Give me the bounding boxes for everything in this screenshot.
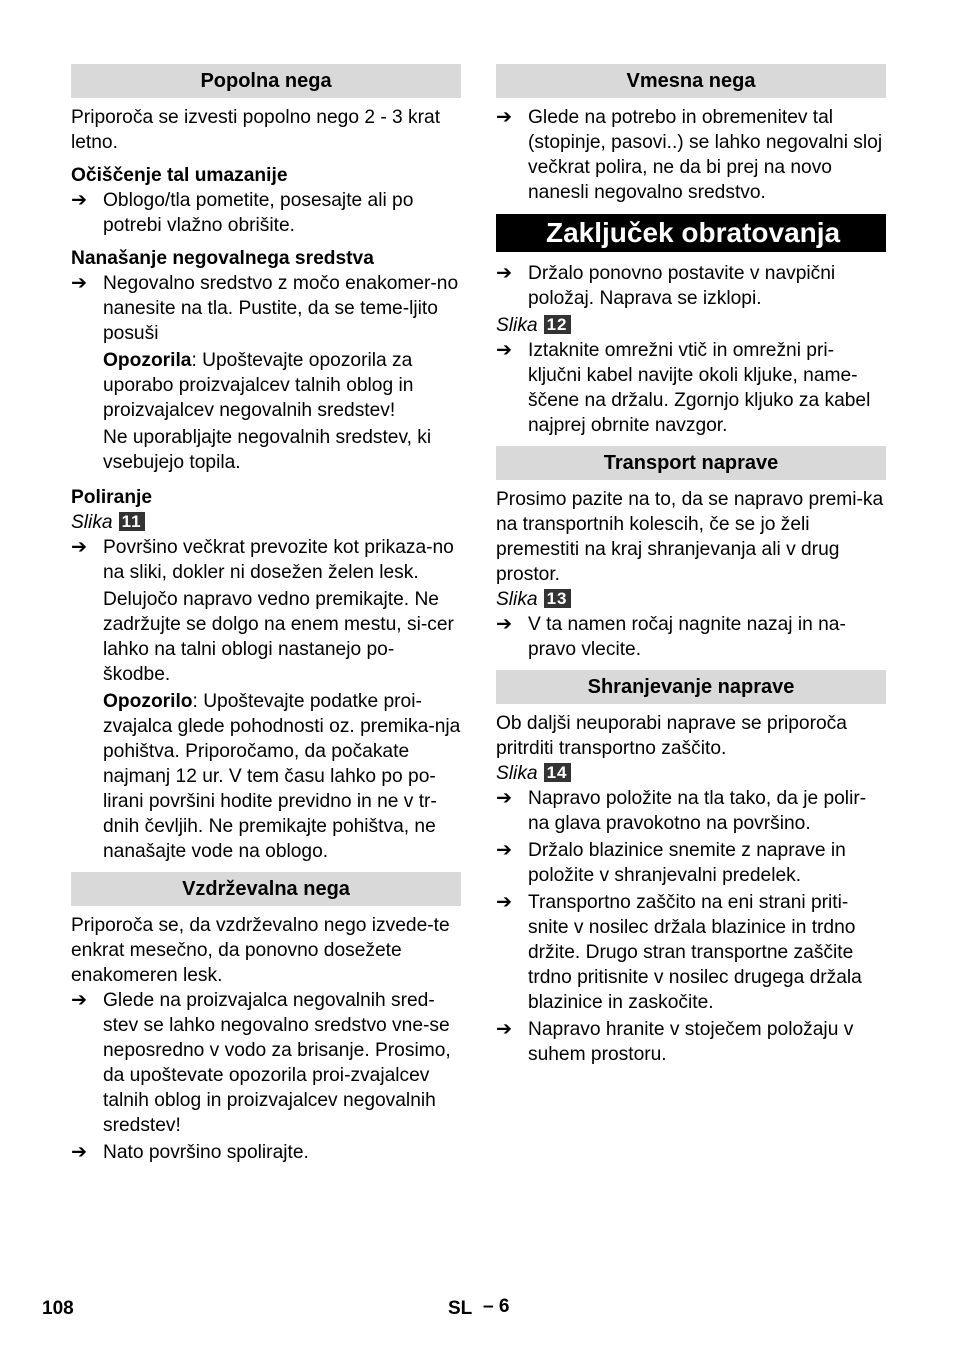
chapter-heading: Zaključek obratovanja xyxy=(496,214,886,252)
warning-text: : Upoštevajte podatke proi-zvajalca glede pohodnosti oz. premika-nja pohištva. Priporočamo, da počakate najmanj 12 ur. V tem času lahko po po-lirani površini hodite previdno in ne v tr-dnih čevljih. Ne premikajte pohištva, ne nanašajte vode na oblogo. xyxy=(103,691,461,862)
figure-label: Slika xyxy=(496,315,538,336)
list-item xyxy=(496,1017,886,1067)
warning-label: Opozorilo xyxy=(103,691,193,712)
warning-paragraph xyxy=(71,689,461,864)
list-item xyxy=(71,188,461,238)
list-item xyxy=(496,890,886,1015)
figure-number-badge: 11 xyxy=(119,512,145,531)
arrow-right-icon: ➔ xyxy=(71,1142,88,1163)
arrow-right-icon: ➔ xyxy=(496,892,513,913)
arrow-right-icon: ➔ xyxy=(496,107,513,128)
figure-number-badge: 13 xyxy=(544,589,571,608)
figure-label: Slika xyxy=(496,589,538,610)
list-item-text: Površino večkrat prevozite kot prikaza-no na sliki, dokler ni dosežen želen lesk. xyxy=(103,537,454,583)
subheading: Nanašanje negovalnega sredstva xyxy=(71,248,374,269)
note-paragraph: Ne uporabljajte negovalnih sredstev, ki vsebujejo topila. xyxy=(103,427,432,473)
list-item-text: Napravo položite na tla tako, da je polir-na glava pravokotno na površino. xyxy=(528,788,867,834)
paragraph: Prosimo pazite na to, da se napravo premi-ka na transportnih kolescih, če se jo želi premestiti na kraj shranjevanja ali v drug prostor. xyxy=(496,489,884,585)
list-item-text: Glede na potrebo in obremenitev tal (stopinje, pasovi..) se lahko negovalni sloj večkrat polira, ne da bi prej na novo nanesli negovalno sredstvo. xyxy=(528,107,883,203)
figure-label: Slika xyxy=(496,763,538,784)
paragraph: Delujočo napravo vedno premikajte. Ne zadržujte se dolgo na enem mestu, si-cer lahko na talni oblogi nastanejo po-škodbe. xyxy=(103,589,454,685)
sub-page-number: – 6 xyxy=(483,1296,510,1317)
list-item xyxy=(496,838,886,888)
list-item-text: Nato površino spolirajte. xyxy=(103,1142,309,1163)
arrow-right-icon: ➔ xyxy=(496,788,513,809)
section-heading-shranjevanje-naprave: Shranjevanje naprave xyxy=(496,670,886,704)
paragraph: Priporoča se izvesti popolno nego 2 - 3 krat letno. xyxy=(71,107,441,153)
figure-reference xyxy=(496,761,886,786)
page-number: 108 xyxy=(42,1298,74,1319)
arrow-right-icon: ➔ xyxy=(71,273,88,294)
list-item-text: Negovalno sredstvo z močo enakomer-no nanesite na tla. Pustite, da se teme-ljito posuši xyxy=(103,273,459,344)
list-item xyxy=(496,612,886,662)
subheading: Očiščenje tal umazanije xyxy=(71,165,288,186)
paragraph: Priporoča se, da vzdrževalno nego izvede-te enkrat mesečno, da ponovno dosežete enakomeren lesk. xyxy=(71,915,450,986)
section-heading-vzdrzevalna-nega: Vzdrževalna nega xyxy=(71,872,461,906)
list-item-text: Oblogo/tla pometite, posesajte ali po potrebi vlažno obrišite. xyxy=(103,190,414,236)
figure-reference xyxy=(496,313,886,338)
arrow-right-icon: ➔ xyxy=(496,340,513,361)
arrow-right-icon: ➔ xyxy=(71,990,88,1011)
list-item xyxy=(71,535,461,585)
list-item-text: V ta namen ročaj nagnite nazaj in na-pravo vlecite. xyxy=(528,614,846,660)
list-item xyxy=(496,261,886,311)
list-item xyxy=(71,271,461,346)
left-column xyxy=(71,64,461,1165)
arrow-right-icon: ➔ xyxy=(496,263,513,284)
arrow-right-icon: ➔ xyxy=(71,537,88,558)
figure-reference xyxy=(496,587,886,612)
figure-number-badge: 14 xyxy=(544,763,571,782)
section-heading-transport-naprave: Transport naprave xyxy=(496,446,886,480)
list-item xyxy=(71,988,461,1138)
paragraph: Ob daljši neuporabi naprave se priporoča pritrditi transportno zaščito. xyxy=(496,713,847,759)
arrow-right-icon: ➔ xyxy=(496,1019,513,1040)
list-item-text: Iztaknite omrežni vtič in omrežni pri-ključni kabel navijte okoli kljuke, name-ščene na držalu. Zgornjo kljuko za kabel najprej obrnite navzgor. xyxy=(528,340,871,436)
list-item-text: Transportno zaščito na eni strani priti-snite v nosilec držala blazinice in trdno držite. Drugo stran transportne zaščite trdno pritisnite v nosilec drugega držala blazinice in zaskočite. xyxy=(528,892,862,1013)
arrow-right-icon: ➔ xyxy=(71,190,88,211)
arrow-right-icon: ➔ xyxy=(496,840,513,861)
language-code: SL xyxy=(448,1298,473,1319)
list-item xyxy=(496,105,886,205)
list-item-text: Napravo hranite v stoječem položaju v suhem prostoru. xyxy=(528,1019,854,1065)
figure-label: Slika xyxy=(71,512,113,533)
list-item-text: Glede na proizvajalca negovalnih sred-stev se lahko negovalno sredstvo vne-se neposredno v vodo za brisanje. Prosimo, da upoštevate opozorila proi-zvajalcev talnih oblog in proizvajalcev negovalnih sredstev! xyxy=(103,990,451,1136)
list-item-text: Držalo blazinice snemite z naprave in položite v shranjevalni predelek. xyxy=(528,840,846,886)
warning-paragraph xyxy=(71,348,461,423)
section-heading-popolna-nega: Popolna nega xyxy=(71,64,461,98)
list-item xyxy=(71,1140,461,1165)
right-column xyxy=(496,64,886,1067)
figure-reference xyxy=(71,510,461,535)
warning-label: Opozorila xyxy=(103,350,192,371)
warning-text: : Upoštevajte opozorila za uporabo proizvajalcev talnih oblog in proizvajalcev negovalnih sredstev! xyxy=(103,350,414,421)
subheading: Poliranje xyxy=(71,487,153,508)
section-heading-vmesna-nega: Vmesna nega xyxy=(496,64,886,98)
list-item xyxy=(496,338,886,438)
list-item xyxy=(496,786,886,836)
figure-number-badge: 12 xyxy=(544,315,571,334)
list-item-text: Držalo ponovno postavite v navpični položaj. Naprava se izklopi. xyxy=(528,263,836,309)
arrow-right-icon: ➔ xyxy=(496,614,513,635)
